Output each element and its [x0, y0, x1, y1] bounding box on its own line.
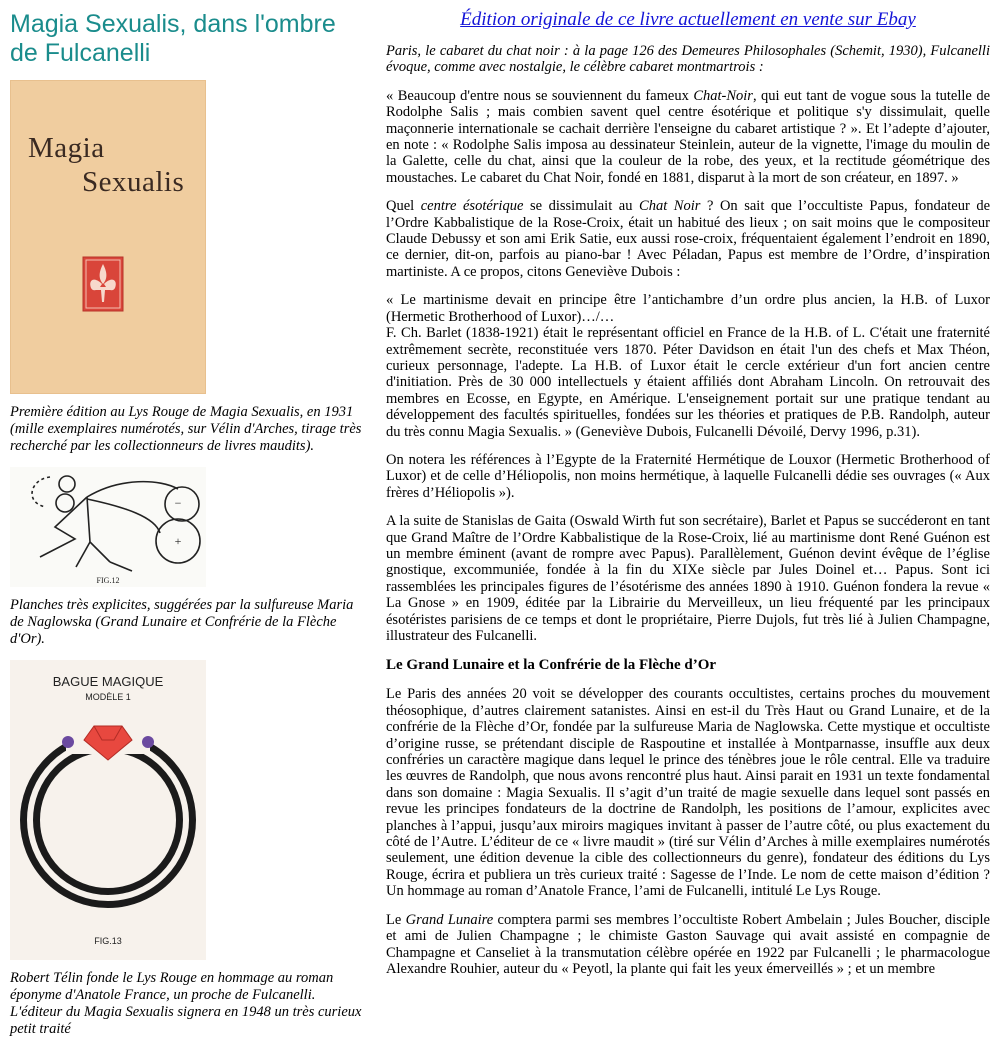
text-segment: , qui eut tant de vogue sous la tutelle de Rodolphe Salis ; mais combien savent quel centre ésotérique et politique s'y dissimulait, quelle maçonnerie internationale se cachait derrière l'enseigne du cabaret artistique ? ». Et l’adepte d’ajouter, en note : « Rodolphe Salis imposa au dessinateur Steinlein, auteur de la vignette, l'image du moulin de la Galette, celle du chat, ainsi que la couleur de la robe, des yeux, et la rectitude géométrique des moustaches. Le cabaret du Chat Noir, fondé en 1881, disparut à la mort de son créateur, en 1897. » — [386, 87, 991, 186]
page-title: Magia Sexualis, dans l'ombre de Fulcanelli — [10, 10, 336, 67]
emphasis-text: Grand Lunaire — [405, 911, 494, 928]
fleur-de-lis-emblem-icon — [82, 256, 124, 312]
cover-title-line2: Sexualis — [82, 166, 185, 198]
figure-13-title: BAGUE MAGIQUE — [52, 674, 164, 689]
paragraph-chat-noir-quote — [386, 88, 990, 186]
svg-text:+: + — [174, 534, 182, 548]
figure-12-label: FIG.12 — [96, 576, 120, 585]
emphasis-text: Chat-Noir — [693, 87, 753, 104]
cover-title-line1: Magia — [28, 132, 105, 164]
section-heading: Le Grand Lunaire et la Confrérie de la Flèche d’Or — [386, 657, 717, 674]
left-column — [10, 10, 370, 1050]
emphasis-text: Chat Noir — [639, 198, 701, 215]
figure-13-image — [10, 660, 206, 960]
intro-paragraph: Paris, le cabaret du chat noir : à la page 126 des Demeures Philosophales (Schemit, 1930), Fulcanelli évoque, comme avec nostalgie, le célèbre cabaret montmartrois : — [386, 43, 990, 76]
paragraph-heliopolis: On notera les références à l’Egypte de la Fraternité Hermétique de Louxor (Hermetic Brotherhood of Luxor) et de celle d’Héliopolis, non moins hermétique, à laquelle Fulcanelli dédie ses ouvrages (« Aux frères d’Héliopolis »). — [386, 451, 990, 501]
text-segment: « Le martinisme devait en principe être l’antichambre d’un ordre plus ancien, la H.B. of Luxor (Hermetic Brotherhood of Luxor)…/… — [386, 292, 990, 325]
text-segment: comptera parmi ses membres l’occultiste Robert Ambelain ; Jules Boucher, disciple et ami de Julien Champagne ; le chimiste Gaston Sauvage qui avait assisté en compagnie de Champagne et Canseliet à la transmutation célèbre opérée en 1922 par Fulcanelli ; le pharmacologue Alexandre Rouhier, auteur du « Peyotl, la plante qui fait les yeux émerveillés » ; et un membre — [386, 911, 990, 977]
ebay-edition-link[interactable]: Édition originale de ce livre actuellement en vente sur Ebay — [460, 9, 916, 30]
text-segment: ? On sait que l’occultiste Papus, fondateur de l’Ordre Kabbalistique de la Rose-Croix, était un habitué des lieux ; on sait moins que le compositeur Claude Debussy et son ami Erik Satie, eux aussi rose-croix, fréquentaient également l’endroit en 1890, ce dernier, dit-on, parfois au piano-bar ! Avec Péladan, Papus est membre de l’Ordre, d’inspiration martiniste. A ce propos, citons Geneviève Dubois : — [386, 198, 991, 280]
book-cover-image — [10, 80, 206, 394]
caption-figure-12: Planches très explicites, suggérées par la sulfureuse Maria de Naglowska (Grand Lunaire et Confrérie de la Flèche d'Or). — [10, 597, 354, 647]
caption-figure-13: Robert Télin fonde le Lys Rouge en hommage au roman éponyme d'Anatole France, un proche de Fulcanelli. L'éditeur du Magia Sexualis signera en 1948 un très curieux petit traité — [10, 970, 362, 1037]
text-segment: Quel — [386, 198, 421, 215]
paragraph-rose-croix: A la suite de Stanislas de Gaita (Oswald Wirth fut son secrétaire), Barlet et Papus se succéderont en tant que Grand Maître de l’Ordre Kabbalistique de la Rose-Croix, lié au martinisme dont René Guénon est un membre éminent (avant de rompre avec Papus). Parallèlement, Guénon devint évêque de l’église gnostique, excommuniée, fondée à la fin du XIXe siècle par Jules Doinel et… Papus. Sont ici rassemblées les principales figures de l’ésotérisme des années 1890 à 1910. Guénon fondera la revue « La Gnose » en 1909, éditée par la Librairie du Merveilleux, un lieu fréquenté par les principaux ésotéristes parisiens de ce temps et dont le propriétaire, Pierre Dujols, fut très lié à Julien Champagne, illustrateur des Fulcanelli. — [386, 513, 990, 644]
paragraph-dubois-quote — [386, 292, 990, 440]
emphasis-text: centre ésotérique — [420, 198, 524, 215]
paragraph-centre-esoterique — [386, 198, 990, 280]
text-segment: « Beaucoup d'entre nous se souviennent du fameux — [386, 87, 694, 104]
text-segment: se dissimulait au — [523, 198, 640, 215]
paragraph-paris-annees-20: Le Paris des années 20 voit se développer des courants occultistes, certains proches du mouvement théosophique, d’autres clairement satanistes. Ainsi en est-il du Très Haut ou Grand Lunaire, et de la confrérie de la Flèche d’Or, fondée par la sulfureuse Maria de Naglowska. Cette mystique et occultiste d’origine russe, se prétendant disciple de Raspoutine et installée à Montparnasse, insuffle aux deux confréries un caractère magique dans lequel le prince des ténèbres joue le rôle central. Elle va traduire les œuvres de Randolph, que nous avons rencontré plus haut. Ainsi parait en 1931 un texte fondamental dans son domaine : Magia Sexualis. Il s’agit d’un traité de magie sexuelle dans lequel sont passés en revue les principes fondateurs de la doctrine de Randolph, les positions de l’amour, explicites avec planches à l’appui, jusqu’aux miroirs magiques invitant à passer de l’autre côté, ou plus exactement du côté de l’Autre. L’éditeur de ce « livre maudit » (tiré sur Vélin d’Arches à mille exemplaires numérotés seulement, une édition devenue la cible des collectionneurs du genre), fondateur des éditions du Lys Rouge, écrira et publiera un très curieux traité : Sagesse de l’Inde. Le nom de cette maison d’édition ? Un hommage au roman d’Anatole France, l’ami de Fulcanelli, intitulé Le Lys Rouge. — [386, 686, 990, 900]
text-segment: F. Ch. Barlet (1838-1921) était le représentant officiel en France de la H.B. of L. C'était une fraternité extrêmement secrète, reconstituée vers 1870. Péter Davidson en était l'un des chefs et Max Théon, curieux personnage, l'adepte. La H.B. of Luxor était le cercle extérieur d'un fort ancien centre d'initiation. Près de 30 000 intellectuels y étaient affiliés dont Abraham Lincoln. On retrouvait des membres en Ecosse, en Egypte, en Amérique. L'enseignement portait sur une pratique tendant au développement des facultés spirituelles, fondées sur les théories et pratiques de P.B. Randolph, auteur du très connu Magia Sexualis. » (Geneviève Dubois, Fulcanelli Dévoilé, Dervy 1996, p.31). — [386, 325, 990, 440]
figure-13-subtitle: MODÈLE 1 — [85, 692, 131, 702]
figure-13-drawing — [10, 660, 206, 960]
svg-text:−: − — [174, 496, 182, 510]
text-segment: Le — [386, 911, 406, 928]
paragraph-grand-lunaire-members — [386, 912, 990, 978]
article-column — [386, 8, 990, 989]
figure-13-label: FIG.13 — [94, 936, 122, 946]
figure-12-image — [10, 467, 206, 587]
caption-cover: Première édition au Lys Rouge de Magia Sexualis, en 1931 (mille exemplaires numérotés, sur Vélin d'Arches, tirage très recherché par les collectionneurs de livres maudits). — [10, 404, 362, 454]
figure-12-drawing — [10, 467, 206, 587]
